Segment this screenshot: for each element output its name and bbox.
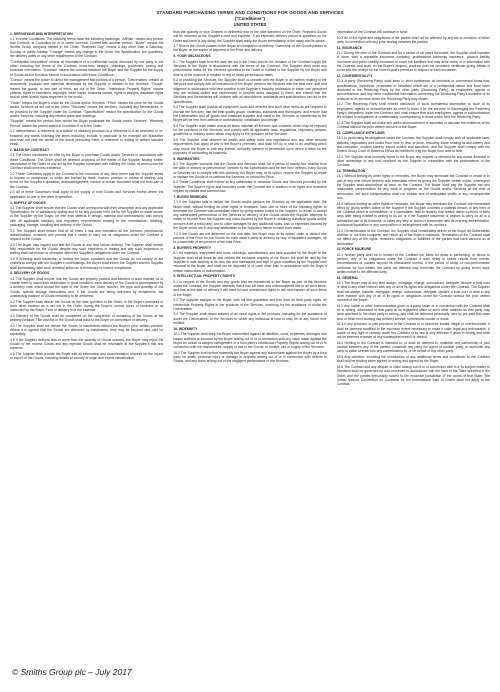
section-heading: 14. TERMINATION xyxy=(336,169,366,174)
column-1 xyxy=(10,30,163,662)
clause-paragraph: 4.1 The Supplier shall ensure that the Goods are properly packed and secured in such manner as to enable them to reach their destination in good condition; each delivery of the Goods is accompanied by a delivery note which shows the date of the Order, the Order number, the type and quantity of the Goods, special storage instructions and, if the Goods are being delivered by instalments, the outstanding balance of Goods remaining to be delivered. xyxy=(10,276,164,298)
section-heading: 16. GENERAL xyxy=(336,275,359,280)
clause-paragraph: 1.2 Interpretation: a reference to a statute or statutory provision is a reference to it as amended or re-enacted; any words following the terms including, include, in particular or for example are illustrative and shall not limit the sense of the words preceding them; a reference to writing or written includes email. xyxy=(10,129,164,147)
section-heading: 9. INTELLECTUAL PROPERTY RIGHTS xyxy=(173,274,236,279)
clause-paragraph: 12.2 The Receiving Party shall restrict disclosure of such confidential information to such of its employees, agents or subcontractors as need to know it for the purpose of discharging the Receiving Party's obligations under the Contract, and shall ensure that such employees, agents or subcontractors are subject to obligations of confidentiality corresponding to those which bind the Receiving Party. xyxy=(336,102,490,120)
clause-paragraph: 4.6 The Supplier shall provide the Buyer with all information and documentation required for the import or export of the Goods, including details of country of origin and export classification. xyxy=(10,352,164,361)
section-heading: 10. INDEMNITY xyxy=(173,326,198,331)
clause-paragraph: 5.5 The Supplier shall observe all health and safety rules and regulations and any other security requirements that apply at any of the Buyer's premises, and shall not do or omit to do anything which may cause the Buyer to lose any licence, authority, consent or permission upon which it relies for the purposes of conducting its business. xyxy=(173,137,327,155)
document-region: UNITED STATES xyxy=(233,22,267,27)
clause-paragraph: 5.4 The Supplier shall obtain and at all times maintain all licences and consents which may be required for the provision of the Services, and comply with all applicable laws, regulations, regulatory policies, guidelines or industry codes which may apply to the provision of the Services. xyxy=(173,123,327,137)
clause-paragraph: 10.1 The Supplier shall keep the Buyer indemnified against all liabilities, costs, expenses, damages and losses suffered or incurred by the Buyer arising out of or in connection with any claim made against the Buyer for actual or alleged infringement of a third party's Intellectual Property Rights arising out of or in connection with the manufacture, supply or use of the Goods, or receipt, use or supply of the Services. xyxy=(173,332,327,350)
clause-paragraph: 9.2 The Supplier assigns to the Buyer, with full title guarantee and free from all third party rights, all Intellectual Property Rights in the products of the Services, including for the avoidance of doubt the Deliverables. xyxy=(173,298,327,311)
section-heading: 4. DELIVERY OF GOODS xyxy=(10,271,50,276)
section-heading: 11. INSURANCE xyxy=(336,45,362,50)
clause-paragraph: 6.1 The Supplier warrants that the Goods and Services shall, for a period of twenty-four months from the date of delivery or performance, conform to the Specification and be free from defects. If any Goods or Services fail to comply with this warranty, the Buyer may, at its option, require the Supplier to repair or replace the Goods or re-perform the Services, or refund the Price. xyxy=(173,161,327,179)
clause-paragraph: 2.2 These Conditions apply to the Contract to the exclusion of any other terms that the Supplier seeks to impose or incorporate, or which are implied by trade, custom, practice or course of dealing. Any terms on the Supplier's quotation, acknowledgement, invoice or similar document shall not form part of the Contract. xyxy=(10,171,164,189)
section-heading: 15. FORCE MAJEURE xyxy=(336,247,372,252)
clause-paragraph: 16.3 If any provision or part-provision of the Contract is or becomes invalid, illegal or unenforceable, it shall be deemed modified to the minimum extent necessary to make it valid, legal and enforceable. A waiver of any right or remedy under the Contract or by law is only effective if given in writing and shall not be deemed a waiver of any subsequent breach or default. xyxy=(336,322,490,340)
clause-paragraph: 8.1 All materials, equipment and tools, drawings, specifications and data supplied by the Buyer to the Supplier shall at all times be and remain the exclusive property of the Buyer, but shall be held by the Supplier in safe custody at its own risk and maintained and kept in good condition by the Supplier until returned to the Buyer, and shall not be disposed of or used other than in accordance with the Buyer's written instructions or authorisation. xyxy=(173,251,327,273)
document-title: STANDARD PURCHASING TERMS AND CONDITIONS FOR GOODS AND SERVICES xyxy=(156,10,344,15)
clause-paragraph: 4.2 The Supplier shall deliver the Goods on the date specified in the Order, to the Buyer's premises or such other location as is set out in the Order, during the Buyer's normal hours of business or as instructed by the Buyer. Time of delivery is of the essence. xyxy=(10,299,164,313)
clause-paragraph: 5.2 In providing the Services, the Supplier shall co-operate with the Buyer in all matters relating to the Services and comply with all instructions of the Buyer; perform the Services with the best care, skill and diligence in accordance with best practice in the Supplier's industry, profession or trade; use personnel who are suitably skilled and experienced to perform tasks assigned to them; and ensure that the Services and Deliverables will conform with all descriptions, standards and specifications set out in the Specification. xyxy=(173,78,327,104)
clause-paragraph: 2.1 The Order constitutes an offer by the Buyer to purchase Goods and/or Services in accordance with these Conditions. The Order shall be deemed accepted on the earlier of the Supplier issuing written acceptance of the Order or any act by the Supplier consistent with fulfilling the Order, at which point the Contract shall come into existence. xyxy=(10,153,164,171)
clause-paragraph: 4.7 Risk in the Goods passes to the Buyer on completion of delivery. Ownership of the Goods passes to the Buyer on the earlier of payment of the Price and delivery. xyxy=(173,44,327,53)
column-2 xyxy=(173,30,326,662)
clause-paragraph: 16.6 The Contract and any dispute or claim arising out of or in connection with it or its subject matter or formation shall be governed by and construed in accordance with the laws of the State specified in the Order, and the parties irrevocably submit to the exclusive jurisdiction of the courts of that State. The United Nations Convention on Contracts for the International Sale of Goods shall not apply to the Contract. xyxy=(336,364,490,387)
clause-paragraph: 1.1 In these Conditions: The following terms have the following meanings: "Affiliate" means any person that Controls, is Controlled by or is under common Control with another person. "Buyer" means the Smiths Group company named in the Order. "Business Day" means a day other than a Saturday, Sunday or public holiday. "Change" means any change to the Order, the Specification, the quantities, the delivery dates or any other requirement of the Contract. xyxy=(10,36,164,59)
copyright-footer: © Smiths Group plc – July 2017 xyxy=(12,667,132,677)
clause-paragraph: 4.4 The Supplier shall not deliver the Goods in instalments without the Buyer's prior written consent. Where it is agreed that the Goods are delivered by instalments, they may be invoiced and paid for separately. xyxy=(10,323,164,337)
clause-paragraph: 13.2 The Supplier shall promptly report to the Buyer any request or demand for any undue financial or other advantage of any kind received by the Supplier in connection with the performance of the Contract. xyxy=(336,154,490,168)
clause-paragraph: "Order" means the Buyer's order for the Goods and/or Services. "Price" means the price for the Goods and/or Services as set out in the Order. "Services" means the services, including any Deliverables, to be provided by the Supplier under the Contract. "Specification" means the specification for the Goods and/or Services, including any related plans and drawings. xyxy=(10,100,164,118)
document-header xyxy=(0,10,500,27)
clause-paragraph: 11.1 During the term of the Contract and for a period of six years thereafter, the Supplier shall maintain in force, with a reputable insurance company, professional indemnity insurance, product liability insurance and public liability insurance to cover the liabilities that may arise under or in connection with the Contract, and shall, on the Buyer's request, produce both the insurance certificate giving details of cover and the receipt for the current year's premium in respect of each insurance. xyxy=(336,51,490,73)
clause-paragraph: 3.4 If following such inspection or testing the Buyer considers that the Goods do not comply or are unlikely to comply with the Supplier's undertakings, the Buyer shall inform the Supplier and the Supplier shall immediately take such remedial action as is necessary to ensure compliance. xyxy=(10,257,164,270)
clause-paragraph: 14.2 Without limiting its other rights or remedies, the Buyer may terminate the Contract with immediate effect by giving written notice to the Supplier if the Supplier commits a material breach of any term of the Contract which is irremediable, or if remediable, fails to remedy that breach within a period of thirty days after being notified in writing to do so; or if the Supplier suspends or ceases to carry on all or a substantial part of its business, or takes any step or action in connection with its entering administration, provisional liquidation or any composition or arrangement with its creditors. xyxy=(336,201,490,228)
clause-paragraph: 4.5 If the Supplier delivers less or more than the quantity of Goods ordered, the Buyer may reject the Goods or the excess Goods and any rejected Goods shall be returnable at the Supplier's risk and expense. xyxy=(10,337,164,351)
clause-paragraph: than the quantity or type Ordered or delivered prior to the date specified on the Order. Rejected Goods will be returned at the Supplier's cost and expense. If an expected delivery period is specified on the Order and there is any delay, the Supplier shall notify the Buyer immediately of the delay and its cause. xyxy=(173,30,327,43)
document-subtitle: ("Conditions") xyxy=(234,15,265,21)
clause-paragraph: 14.1 Without limiting its other rights or remedies, the Buyer may terminate the Contract in whole or in part at any time before delivery with immediate effect by giving the Supplier written notice, whereupon the Supplier shall discontinue all work on the Contract. The Buyer shall pay the Supplier fair and reasonable compensation for any work in progress on the Goods and/or Services at the time of termination, but such compensation shall not include loss of anticipated profits or any consequential loss. xyxy=(336,174,490,200)
clause-paragraph: 16.1 The Buyer may at any time assign, mortgage, charge, subcontract, delegate, declare a trust over or deal in any other manner with any or all of its rights and obligations under the Contract. The Supplier shall not assign, transfer, mortgage, charge, subcontract, delegate, declare a trust over or deal in any other manner with any or all of its rights or obligations under the Contract without the prior written consent of the Buyer. xyxy=(336,281,490,303)
clause-paragraph: 10.2 The Supplier shall further indemnify the Buyer against any claim made against the Buyer by a third party for death, personal injury or damage to property arising out of or in connection with defects in Goods, and any claim arising out of the negligent performance of the Services. xyxy=(173,350,327,364)
clause-paragraph: 13.1 In performing its obligations under the Contract, the Supplier shall comply with all applicable laws, statutes, regulations and codes from time to time in force, including those relating to anti-bribery and anti-corruption, modern slavery, export control and sanctions, and the Supplier shall comply with the Smiths Group Code of Business Ethics as notified to it by the Buyer from time to time. xyxy=(336,136,490,154)
terms-body xyxy=(10,30,490,662)
clause-paragraph: 16.5 Any variation, including the introduction of any additional terms and conditions, to the Contract shall only be binding when agreed in writing and signed by the Buyer. xyxy=(336,355,490,364)
clause-paragraph: 3.3 The Buyer may inspect and test the Goods at any time before delivery. The Supplier shall remain fully responsible for the Goods despite any such inspection or testing and any such inspection or testing shall not reduce or otherwise affect the Supplier's obligations under the Contract. xyxy=(10,242,164,256)
section-heading: 13. COMPLIANCE WITH LAWS xyxy=(336,130,385,135)
clause-paragraph: "Confidential Information" means all information of a confidential nature disclosed by one party to the other, including the terms of the Contract, know-how, designs, drawings, processes, pricing and business information. "Contract" means the contract between the Buyer and the Supplier for the supply of Goods and/or Services formed in accordance with these Conditions. xyxy=(10,59,164,77)
clause-paragraph: 2.3 All of these Conditions shall apply to the supply of both Goods and Services except where the application to one or the other is specified. xyxy=(10,190,164,199)
clause-paragraph: 7.1 If the Supplier fails to deliver the Goods and/or perform the Services by the applicable date, the Buyer shall, without limiting its other rights or remedies, have one or more of the following rights: to terminate the Contract with immediate effect by giving written notice to the Supplier; to refuse to accept any subsequent performance of the Services or delivery of the Goods which the Supplier attempts to make; to recover from the Supplier any costs incurred by the Buyer in obtaining substitute goods and/or services from a third party; and to claim damages for any additional costs, loss or expenses incurred by the Buyer which are in any way attributable to the Supplier's failure to meet such dates. xyxy=(173,200,327,231)
clause-paragraph: 3.2 The Supplier shall ensure that at all times it has and maintains all the licences, permissions, authorisations, consents and permits that it needs to carry out its obligations under the Contract in respect of the Goods. xyxy=(10,228,164,242)
clause-paragraph: 12.1 A party (Receiving Party) shall keep in strict confidence all technical or commercial know-how, specifications, inventions, processes or initiatives which are of a confidential nature and have been disclosed to the Receiving Party by the other party (Disclosing Party), its employees, agents or subcontractors, and any other confidential information concerning the Disclosing Party's business or its products or its services which the Receiving Party may obtain. xyxy=(336,79,490,101)
clause-paragraph: Information of the Contract will continue in force. xyxy=(336,30,409,34)
clause-paragraph: 9.1 In respect of the Goods and any goods that are transferred to the Buyer as part of the Services under the Contract, the Supplier warrants that it has full clear and unencumbered title to all such items, and that at the date of delivery it will have full and unrestricted rights to sell and transfer all such items to the Buyer. xyxy=(173,279,327,297)
clause-paragraph: 4.3 Delivery of the Goods shall be completed on the completion of unloading of the Goods at the delivery location. Title and risk in the Goods shall pass to the Buyer on completion of delivery. xyxy=(10,313,164,323)
section-heading: 3. SUPPLY OF GOODS xyxy=(10,200,46,205)
clause-paragraph: 3.1 The Supplier shall ensure that the Goods shall correspond with their description and any applicable Specification; be of satisfactory quality and fit for any purpose held out by the Supplier or made known to the Supplier by the Buyer; be free from defects in design, material and workmanship; and comply with all applicable statutory and regulatory requirements relating to the manufacture, labelling, packaging, storage, handling and delivery of the Goods. xyxy=(10,205,164,228)
clause-paragraph: 9.3 The Supplier shall obtain waivers of all moral rights in the products, including for the avoidance of doubt the Deliverables, of the Services to which any individual is now or may be at any future time entitled. xyxy=(173,312,327,326)
clause-paragraph: 6.2 These Conditions shall extend to any substituted or remedial Goods and Services provided by the Supplier. The Buyer's rights and remedies under the Contract are in addition to its rights and remedies implied by statute and common law. xyxy=(173,180,327,194)
section-heading: 12. CONFIDENTIALITY xyxy=(336,74,373,79)
section-heading: 5. YOUR OBLIGATIONS xyxy=(173,54,211,59)
clause-paragraph: 14.3 On termination of the Contract, the Supplier shall immediately deliver to the Buyer all Deliverables whether or not then complete, and return all of the Buyer's materials. Termination of the Contract shall not affect any of the rights, remedies, obligations or liabilities of the parties that have accrued as at termination. xyxy=(336,228,490,246)
clause-paragraph: 12.3 The Supplier shall not make any public announcement or advertise or disclose the existence of the Contract without the prior written consent of the Buyer. xyxy=(336,120,490,130)
clause-paragraph: 16.2 Any notice or other communication given to a party under or in connection with the Contract shall be in writing, addressed to that party at its registered office or such other address as that party may have specified to the other party in writing, and shall be delivered personally, sent by pre-paid first class post or other next working day delivery service, commercial courier or email. xyxy=(336,303,490,321)
section-heading: 8. BUYER'S PROPERTY xyxy=(173,246,212,251)
section-heading: 6. WARRANTIES xyxy=(173,156,200,161)
clause-paragraph: "Control" means the power to direct the management and policies of a person. "Deliverables" means all documents, products and materials developed by the Supplier in relation to the Services. "Goods" means the goods, or any part of them, set out in the Order. "Intellectual Property Rights" means patents, rights to inventions, copyright, trade marks, business names, rights in designs, database rights and all other similar rights anywhere in the world. xyxy=(10,78,164,100)
section-heading: 2. BASIS OF CONTRACT xyxy=(10,148,50,153)
section-heading: 7. BUYER REMEDIES xyxy=(173,194,208,199)
clause-paragraph: 5.3 The Supplier shall provide all equipment, tools and vehicles and such other items as are required to provide the Services; use the best quality goods, materials, standards and techniques; and ensure that the Deliverables and all goods and materials supplied and used in the Services or transferred to the Buyer will be free from defects in workmanship, installation and design. xyxy=(173,105,327,123)
section-heading: 1. DEFINITIONS AND INTERPRETATION xyxy=(10,31,73,36)
clause-paragraph: 10.3 All of the rights and obligations of the parties shall not be affected by any act or omission of either party in connection with any prior dealing between the parties. xyxy=(336,35,490,44)
clause-paragraph: 15.1 Neither party shall be in breach of the Contract nor liable for delay in performing, or failure to perform, any of its obligations under the Contract if such delay or failure results from events, circumstances or causes beyond its reasonable control. If the period of delay or non-performance continues for four weeks, the party not affected may terminate the Contract by giving seven days' written notice to the affected party. xyxy=(336,252,490,274)
clause-paragraph: 7.2 If the Goods are not delivered on the due date, the Buyer may, at its option, claim or deduct one percent of the Price for the Goods for each week's delay in delivery by way of liquidated damages, up to a maximum of ten percent of the total Price. xyxy=(173,231,327,245)
clause-paragraph: "Supplier" means the person from whom the Buyer purchases the Goods and/or Services. "Warranty Period" means the period stated in Condition 6 or in the Order. xyxy=(10,119,164,128)
column-3 xyxy=(337,30,490,662)
clause-paragraph: 5.1 The Supplier shall from the date set out in the Order and for the duration of the Contract supply the Services to the Buyer in accordance with the terms of the Contract. The Supplier shall meet any performance dates for the Services specified in the Order or notified to the Supplier by the Buyer and time is of the essence in relation to any of those performance dates. xyxy=(173,59,327,77)
clause-paragraph: 16.4 Nothing in the Contract is intended to, or shall be deemed to, establish any partnership or joint venture between any of the parties, constitute any party the agent of another party, or authorise any party to make or enter into any commitments for or on behalf of any other party. xyxy=(336,340,490,354)
